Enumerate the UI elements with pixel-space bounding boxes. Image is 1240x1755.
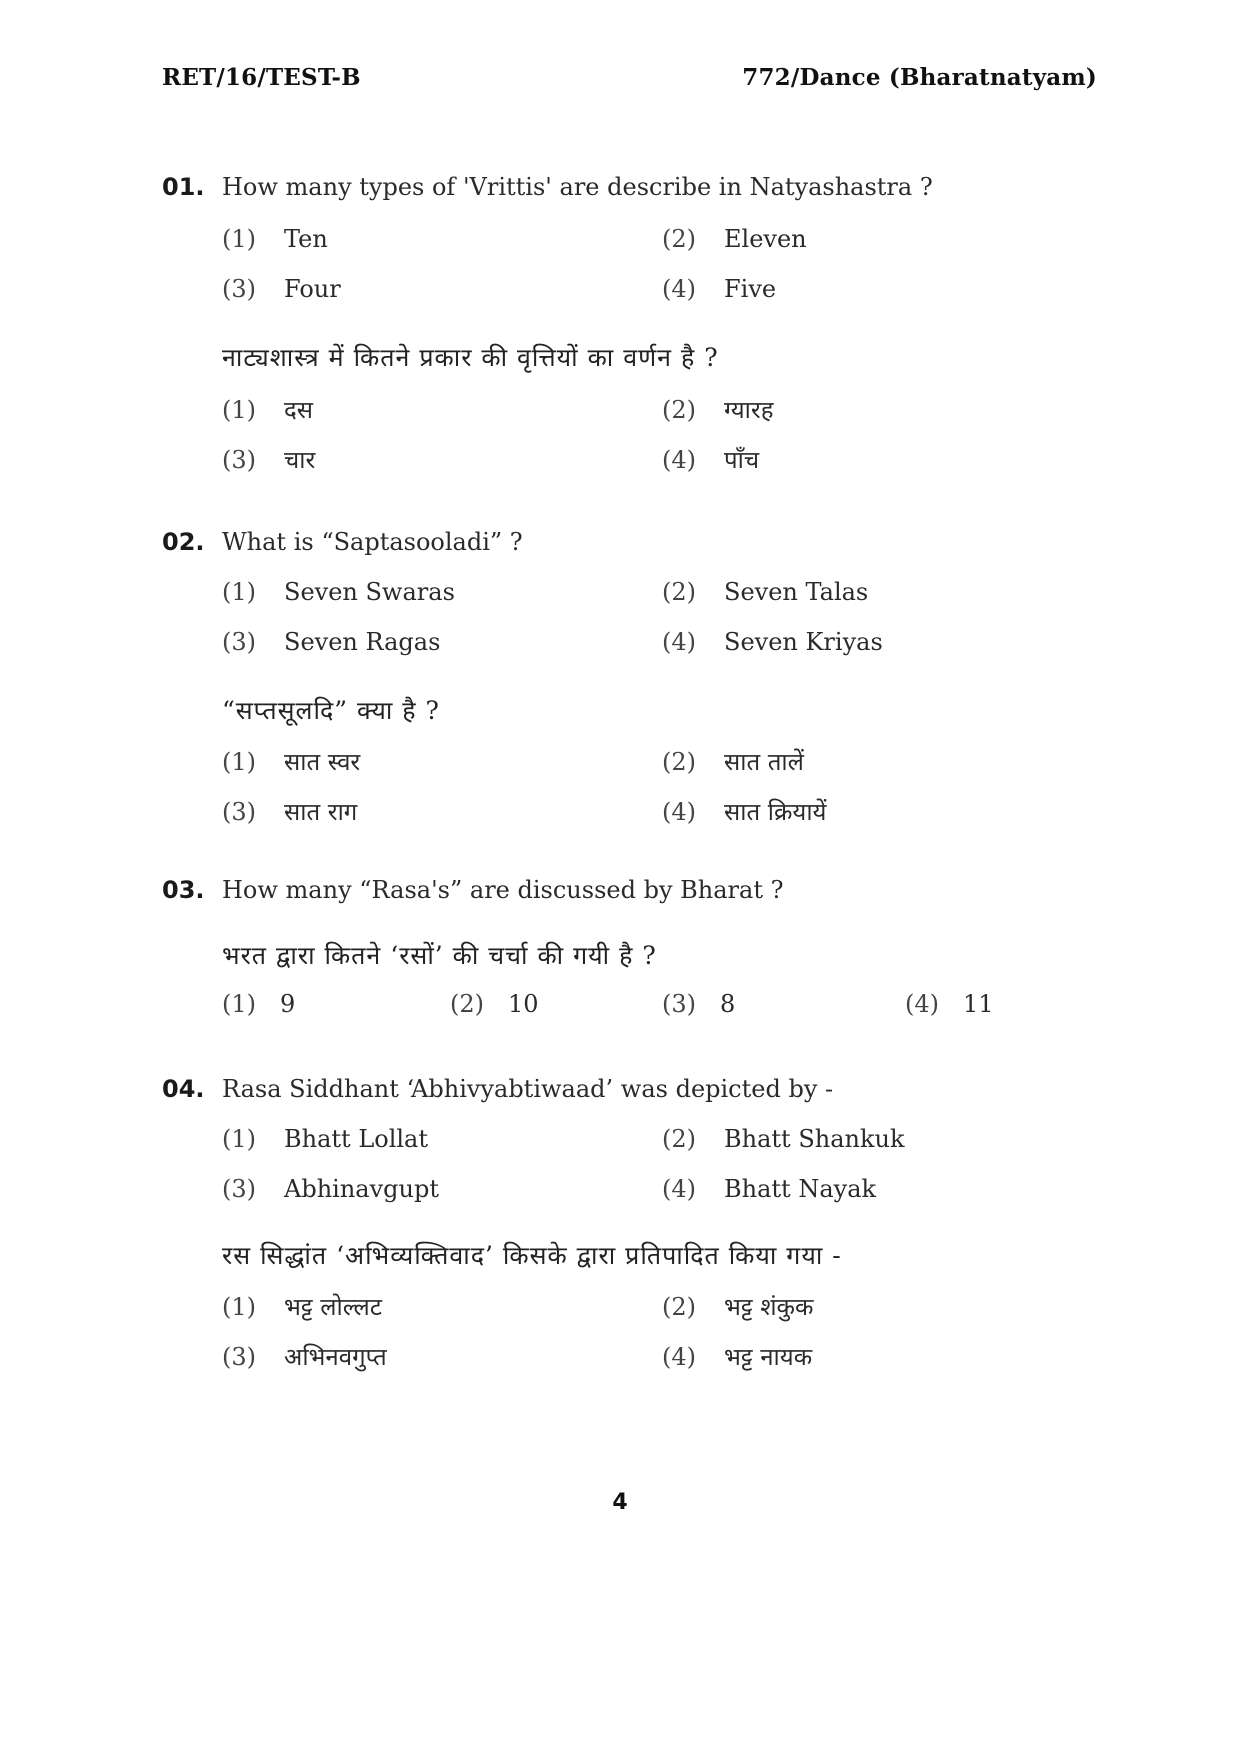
option-text: सात राग <box>284 798 358 826</box>
option-en-4 <box>662 1175 876 1203</box>
option-text: ग्यारह <box>724 396 774 424</box>
option-en-1 <box>222 225 328 253</box>
option-hi-4 <box>662 443 759 476</box>
option-text: 8 <box>720 990 736 1018</box>
option-hi-1 <box>222 1290 382 1323</box>
option-hi-2 <box>662 393 773 426</box>
option-text: भट्ट नायक <box>724 1343 813 1371</box>
option-text: भट्ट लोल्लट <box>284 1293 382 1321</box>
option-hi-3 <box>222 795 357 828</box>
page-number: 4 <box>612 1490 628 1515</box>
option-hi-3 <box>222 1340 387 1373</box>
option-text: Seven Kriyas <box>724 628 883 656</box>
option-text: सात तालें <box>724 748 804 776</box>
option-number: (3) <box>662 990 696 1018</box>
option-number: (4) <box>662 1343 696 1371</box>
option-2 <box>450 990 539 1018</box>
option-hi-1 <box>222 745 360 778</box>
option-en-2 <box>662 1125 905 1153</box>
question-text-en: How many “Rasa's” are discussed by Bharat ? <box>222 876 784 904</box>
option-number: (2) <box>662 396 696 424</box>
option-number: (4) <box>662 798 696 826</box>
paper-code: RET/16/TEST-B <box>162 64 361 91</box>
option-hi-3 <box>222 443 315 476</box>
option-number: (2) <box>662 225 696 253</box>
question-text-en: Rasa Siddhant ‘Abhivyabtiwaad’ was depicted by - <box>222 1075 834 1103</box>
option-number: (3) <box>222 628 256 656</box>
option-text: अभिनवगुप्त <box>284 1343 387 1371</box>
question-03 <box>162 876 783 904</box>
option-text: Bhatt Lollat <box>284 1125 429 1153</box>
option-text: Seven Swaras <box>284 578 455 606</box>
option-text: भट्ट शंकुक <box>724 1293 814 1321</box>
option-number: (3) <box>222 798 256 826</box>
option-en-1 <box>222 1125 428 1153</box>
option-number: (1) <box>222 990 256 1018</box>
question-number: 04. <box>162 1075 205 1103</box>
option-4 <box>905 990 994 1018</box>
option-number: (2) <box>450 990 484 1018</box>
option-text: Bhatt Shankuk <box>724 1125 905 1153</box>
option-number: (4) <box>662 446 696 474</box>
option-number: (1) <box>222 396 256 424</box>
question-text-en: How many types of 'Vrittis' are describe in Natyashastra ? <box>222 173 933 201</box>
option-text: Four <box>284 275 341 303</box>
option-number: (4) <box>662 275 696 303</box>
option-en-2 <box>662 225 807 253</box>
option-number: (4) <box>662 628 696 656</box>
option-number: (4) <box>662 1175 696 1203</box>
option-1 <box>222 990 295 1018</box>
option-text: सात क्रियायें <box>724 798 827 826</box>
option-number: (3) <box>222 446 256 474</box>
option-en-1 <box>222 578 455 606</box>
option-en-4 <box>662 275 776 303</box>
option-text: 9 <box>280 990 296 1018</box>
option-number: (1) <box>222 1293 256 1321</box>
option-text: सात स्वर <box>284 748 361 776</box>
question-number: 02. <box>162 528 205 556</box>
subject-title: 772/Dance (Bharatnatyam) <box>742 64 1097 91</box>
option-text: Bhatt Nayak <box>724 1175 877 1203</box>
option-en-3 <box>222 1175 439 1203</box>
option-text: Seven Ragas <box>284 628 441 656</box>
option-number: (3) <box>222 1343 256 1371</box>
question-text-hi: रस सिद्धांत ‘अभिव्यक्तिवाद’ किसके द्वारा प्रतिपादित किया गया - <box>222 1241 842 1270</box>
question-04 <box>162 1075 833 1103</box>
option-hi-1 <box>222 393 313 426</box>
option-number: (2) <box>662 1293 696 1321</box>
option-number: (1) <box>222 1125 256 1153</box>
question-02 <box>162 528 523 556</box>
option-text: चार <box>284 446 316 474</box>
option-hi-2 <box>662 745 804 778</box>
option-number: (1) <box>222 748 256 776</box>
option-hi-4 <box>662 795 826 828</box>
option-number: (1) <box>222 578 256 606</box>
option-en-3 <box>222 275 341 303</box>
option-hi-4 <box>662 1340 812 1373</box>
option-number: (2) <box>662 1125 696 1153</box>
question-text-en: What is “Saptasooladi” ? <box>222 528 523 556</box>
option-text: Eleven <box>724 225 807 253</box>
option-number: (2) <box>662 578 696 606</box>
option-hi-2 <box>662 1290 813 1323</box>
question-01 <box>162 173 933 201</box>
question-number: 03. <box>162 876 205 904</box>
question-number: 01. <box>162 173 205 201</box>
option-en-3 <box>222 628 440 656</box>
option-text: Seven Talas <box>724 578 869 606</box>
question-text-hi: भरत द्वारा कितने ‘रसों’ की चर्चा की गयी है ? <box>222 941 657 970</box>
option-3 <box>662 990 735 1018</box>
option-number: (3) <box>222 275 256 303</box>
question-text-hi: “सप्तसूलदि” क्या है ? <box>222 696 440 725</box>
option-text: पाँच <box>724 446 760 474</box>
option-text: Five <box>724 275 777 303</box>
question-text-hi: नाट्यशास्त्र में कितने प्रकार की वृत्तियों का वर्णन है ? <box>222 343 719 372</box>
option-text: 11 <box>963 990 994 1018</box>
option-number: (1) <box>222 225 256 253</box>
option-en-2 <box>662 578 868 606</box>
option-text: Ten <box>284 225 328 253</box>
option-en-4 <box>662 628 883 656</box>
option-text: 10 <box>508 990 539 1018</box>
option-number: (3) <box>222 1175 256 1203</box>
option-number: (2) <box>662 748 696 776</box>
option-number: (4) <box>905 990 939 1018</box>
option-text: दस <box>284 396 313 424</box>
option-text: Abhinavgupt <box>284 1175 439 1203</box>
